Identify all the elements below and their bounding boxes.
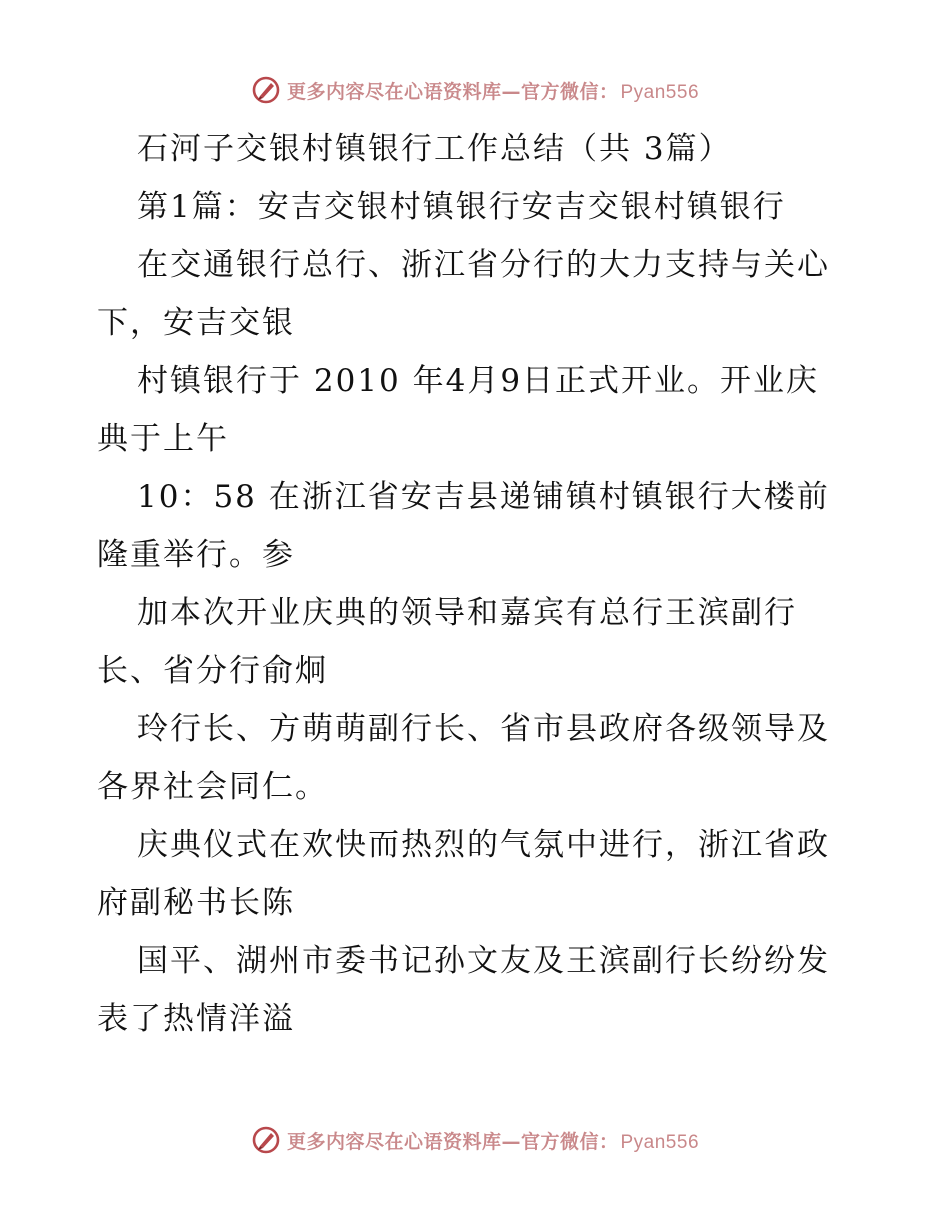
paragraph-line: 下，安吉交银 — [97, 305, 295, 341]
paragraph-line: 表了热情洋溢 — [97, 1001, 295, 1037]
document-body — [97, 120, 857, 1048]
paragraph-line: 各界社会同仁。 — [97, 769, 328, 805]
watermark-id: Pyan556 — [620, 1131, 700, 1153]
paragraph-line: 府副秘书长陈 — [97, 885, 295, 921]
paragraph-line: 庆典仪式在欢快而热烈的气氛中进行，浙江省政 — [137, 827, 830, 863]
document-title: 石河子交银村镇银行工作总结（共 3篇） — [137, 131, 732, 167]
watermark-id: Pyan556 — [620, 81, 700, 103]
paragraph-line: 在交通银行总行、浙江省分行的大力支持与关心 — [137, 247, 830, 283]
pen-circle-logo-icon — [251, 75, 281, 105]
paragraph-line: 长、省分行俞炯 — [97, 653, 328, 689]
watermark-text: 更多内容尽在心语资料库—官方微信： Pyan556 — [286, 1130, 700, 1153]
paragraph-line: 加本次开业庆典的领导和嘉宾有总行王滨副行 — [137, 595, 797, 631]
header-watermark — [0, 70, 950, 110]
paragraph-line: 10：58 在浙江省安吉县递铺镇村镇银行大楼前 — [137, 479, 830, 515]
paragraph-line: 隆重举行。参 — [97, 537, 295, 573]
pen-circle-logo-icon — [251, 1125, 281, 1155]
watermark-text: 更多内容尽在心语资料库—官方微信： Pyan556 — [286, 80, 700, 103]
footer-watermark — [0, 1120, 950, 1160]
chapter-heading: 第1篇：安吉交银村镇银行安吉交银村镇银行 — [137, 189, 786, 225]
paragraph-line: 国平、湖州市委书记孙文友及王滨副行长纷纷发 — [137, 943, 830, 979]
paragraph-line: 玲行长、方萌萌副行长、省市县政府各级领导及 — [137, 711, 830, 747]
paragraph-line: 村镇银行于 2010 年4月9日正式开业。开业庆 — [137, 363, 820, 399]
paragraph-line: 典于上午 — [97, 421, 229, 457]
